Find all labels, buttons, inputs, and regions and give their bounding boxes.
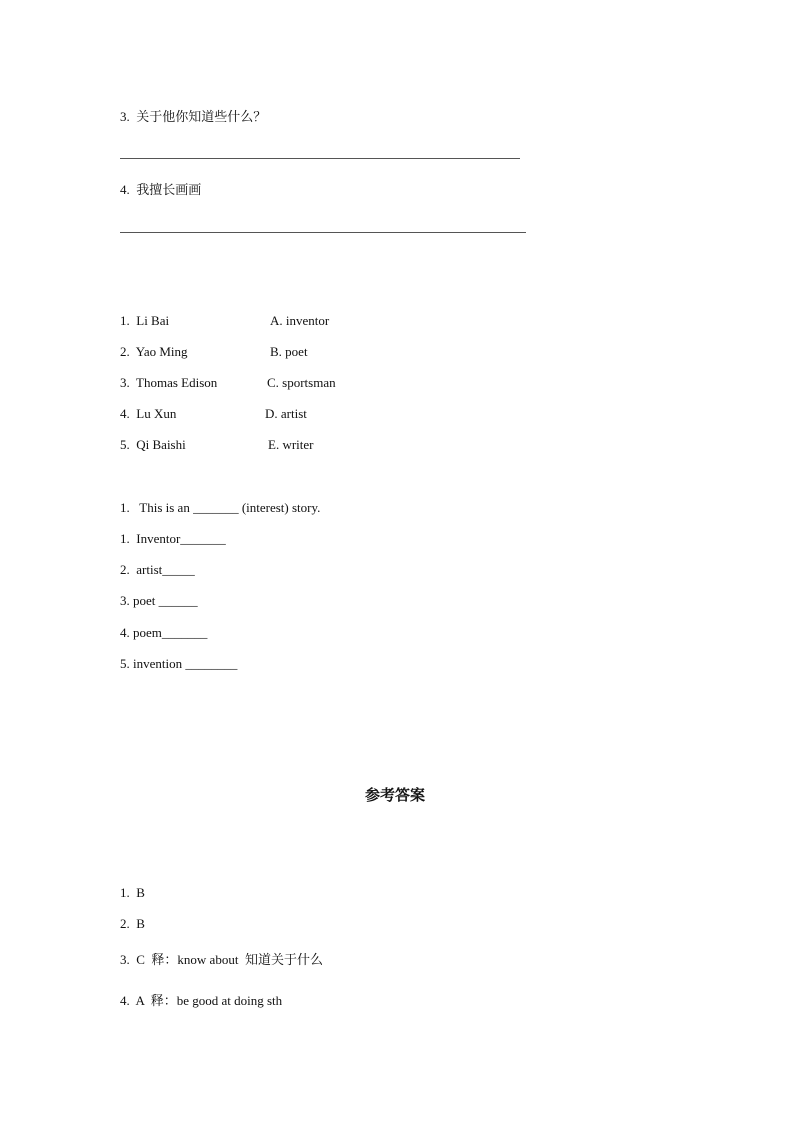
answer-item-2: 2. B [120,916,145,931]
match-left-1: 1. Li Bai [120,313,170,328]
answer-line-4 [120,232,526,233]
match-left-4: 4. Lu Xun [120,406,177,421]
translation-item-3: 3. 关于他你知道些什么？ [120,109,267,124]
answer-item-1: 1. B [120,885,145,900]
answer-item-4: 4. A 释：be good at doing sth [120,993,283,1008]
match-right-e: E. writer [268,437,314,452]
fill-sentence: 1. This is an _______ (interest) story. [120,500,321,515]
word-item-1: 1. Inventor_______ [120,531,226,546]
match-right-a: A. inventor [270,313,330,328]
word-item-5: 5. invention ________ [120,656,238,671]
match-left-5: 5. Qi Baishi [120,437,186,452]
word-item-3: 3. poet ______ [120,593,198,608]
word-item-4: 4. poem_______ [120,625,208,640]
translation-item-4: 4. 我擅长画画 [120,182,202,197]
match-right-d: D. artist [265,406,307,421]
answer-line-3 [120,158,520,159]
match-right-c: C. sportsman [267,375,336,390]
match-left-3: 3. Thomas Edison [120,375,218,390]
answer-item-3: 3. C 释：know about 知道关于什么 [120,952,323,967]
match-left-2: 2. Yao Ming [120,344,188,359]
answers-title: 参考答案 [365,786,426,804]
match-right-b: B. poet [270,344,308,359]
word-item-2: 2. artist_____ [120,562,195,577]
